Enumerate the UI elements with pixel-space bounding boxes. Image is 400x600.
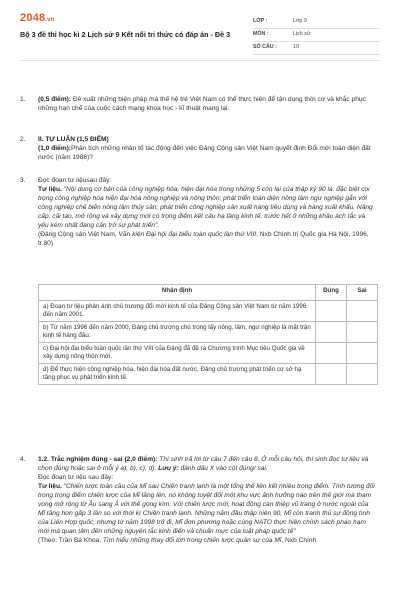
- passage-label: Tư liệu.: [38, 186, 62, 193]
- question-body: [38, 455, 375, 545]
- table-row: [39, 343, 378, 364]
- meta-row-class: [253, 16, 380, 29]
- question-body: [38, 135, 375, 162]
- table-row: [39, 322, 378, 343]
- question-number: 2.: [20, 136, 26, 143]
- source-text: (Theo: Trần Bá Khoa,: [38, 537, 103, 544]
- source-text: , Nxb Chính: [281, 537, 317, 544]
- source-text: (Đảng Cộng sản Việt Nam,: [38, 231, 119, 238]
- question-number: 1.: [20, 96, 26, 103]
- question-text: Đề xuất những biện pháp mà thế hệ trẻ Việt Nam có thể thực hiện để tận dụng thời cơ và khắc phục những hạn chế của cuộc cách mạng khoa học - kĩ thuật mang lại.: [38, 96, 366, 112]
- question-body: [38, 95, 375, 113]
- site-logo[interactable]: [20, 12, 55, 24]
- meta-box: [253, 16, 380, 55]
- passage-quote: "Nội dung cơ bản của công nghiệp hóa, hiện đại hóa trong những 5 còn lại của thập kỷ 90 là: đặc biệt coi trọng công nghiệp hóa hiện đại hóa nông nghiệp và nông thôn; phát triển toàn diện nông lâm ngư nghiệp gắn với công nghiệp chế biến nông lâm thủy sản; phát triển công nghiệp sản xuất hàng tiêu dùng và hàng xuất khẩu. Nâng cấp, cải tạo, mở rộng và xây dựng mới có trọng điểm kết cấu hạ tầng kinh tế, trước hết ở những khâu ách tắc và yếu kém nhất đang cản trở sự phát triển".: [38, 186, 373, 229]
- meta-row-count: [253, 42, 380, 55]
- note-text: đánh dấu X vào cột đúng/ sai.: [178, 465, 268, 472]
- question-points: (1,0 điểm):: [38, 145, 71, 152]
- meta-value: Lịch sử: [293, 31, 311, 37]
- true-false-table: [38, 284, 378, 385]
- statement-cell: a) Đoạn tư liệu phản ánh chủ trương đổi mới kinh tế của Đảng Cộng sản Việt Nam từ năm 1996 đến năm 2001.: [39, 301, 316, 322]
- true-cell[interactable]: [316, 322, 347, 343]
- instruction-text: Thí sinh trả lời từ câu 7 đến câu 8. Ở mỗi câu hỏi, thí sinh đọc tư liệu và chọn đúng hoặc sai ở mỗi ý a), b), c), d).: [38, 456, 369, 472]
- passage-source: [38, 536, 375, 545]
- meta-row-subject: [253, 29, 380, 42]
- page-header: [20, 12, 380, 58]
- false-cell[interactable]: [347, 364, 378, 385]
- question-number: 3.: [20, 177, 26, 184]
- true-cell[interactable]: [316, 364, 347, 385]
- passage-quote: "Chiến lược toàn cầu của Mĩ sau Chiến tranh lạnh là một tổng thể liên kết nhiều trọng điểm. Tính tương đối trong trọng điểm chiến lược của Mĩ tăng lên, nó không tuyệt đối một khu vực ảnh hưởng nào trên thế giới mà tham vọng mở rộng từ Âu sang Á với thế gọng kìm. Với chiến lược mới, hoạt động can thiệp vũ trang ở nước ngoài của Mĩ tăng hơn gấp 3 lần so với thời kì Chiến tranh lạnh. Những năm đầu thập niên 90, Mĩ còn tranh thủ sự đồng tình của Liên Hợp quốc, nhưng từ năm 1998 trở đi, Mĩ đơn phương hoặc cùng NATO thực hiện chính sách pháo hạm mới mà quan tâm đến những nguyên tắc kinh điển và chuẩn mực của luật pháp quốc tế": [38, 483, 375, 535]
- passage-source: [38, 230, 375, 248]
- meta-value: Lớp 9: [293, 18, 307, 24]
- meta-label: SỐ CÂU :: [253, 44, 277, 50]
- false-cell[interactable]: [347, 301, 378, 322]
- true-cell[interactable]: [316, 301, 347, 322]
- question-points: (0,5 điểm):: [38, 96, 71, 103]
- statement-cell: b) Từ năm 1996 đến năm 2000, Đảng chủ trương chú trọng lấy nông, lâm, ngư nghiệp là mặt trận kinh tế hàng đầu.: [39, 322, 316, 343]
- header-false: Sai: [347, 285, 378, 301]
- passage-intro: Đọc đoạn tư liệu sau đây:: [38, 474, 114, 481]
- logo-suffix: .vn: [45, 17, 55, 23]
- note-label: Lưu ý:: [158, 465, 179, 472]
- question-body: [38, 176, 375, 248]
- header-divider: [20, 60, 380, 61]
- table-row: [39, 364, 378, 385]
- header-statement: Nhận định: [39, 285, 316, 301]
- meta-label: MÔN :: [253, 31, 269, 37]
- table-header-row: [39, 285, 378, 301]
- passage-intro: Đọc đoạn tư liệusau đây:: [38, 177, 112, 184]
- section-heading: 1.2. Trắc nghiệm đúng - sai (2,0 điểm):: [38, 456, 158, 463]
- true-cell[interactable]: [316, 343, 347, 364]
- statement-cell: d) Để thực hiện công nghiệp hóa, hiện đại hóa đất nước, Đảng chủ trương phát triển cơ sở hạ tầng phục vụ phát triển kinh tế.: [39, 364, 316, 385]
- statement-cell: c) Đại hội đại biểu toàn quốc lần thứ VIII của Đảng đã đề ra Chương trình Mục tiêu Quốc gia về xây dựng nông thôn mới.: [39, 343, 316, 364]
- logo-text: 2048: [20, 12, 46, 24]
- question-number: 4.: [20, 456, 26, 463]
- false-cell[interactable]: [347, 322, 378, 343]
- passage-label: Tư liệu.: [38, 483, 62, 490]
- section-heading: II. TỰ LUẬN (1,5 ĐIỂM): [38, 136, 109, 143]
- source-text: , Nxb Chính trị Quốc gia Hà Nội, 1996, tr.80): [38, 231, 369, 247]
- table-row: [39, 301, 378, 322]
- header-true: Đúng: [316, 285, 347, 301]
- meta-value: 10: [293, 44, 299, 50]
- question-text: Phân tích những nhân tố tác động đến việc Đảng Cộng sản Việt Nam quyết định Đổi mới toàn diện đất nước (năm 1986)?: [38, 145, 371, 161]
- page-title: Bộ 3 đề thi học kì 2 Lịch sử 9 Kết nối tri thức có đáp án - Đề 3: [20, 30, 231, 39]
- false-cell[interactable]: [347, 343, 378, 364]
- source-book: Tìm hiểu những thay đổi lớn trong chiến lược quân sự của Mĩ: [102, 537, 282, 544]
- meta-label: LỚP :: [253, 18, 268, 24]
- source-book: Văn kiện Đại hội đại biểu toàn quốc lần thứ VIII: [118, 231, 257, 238]
